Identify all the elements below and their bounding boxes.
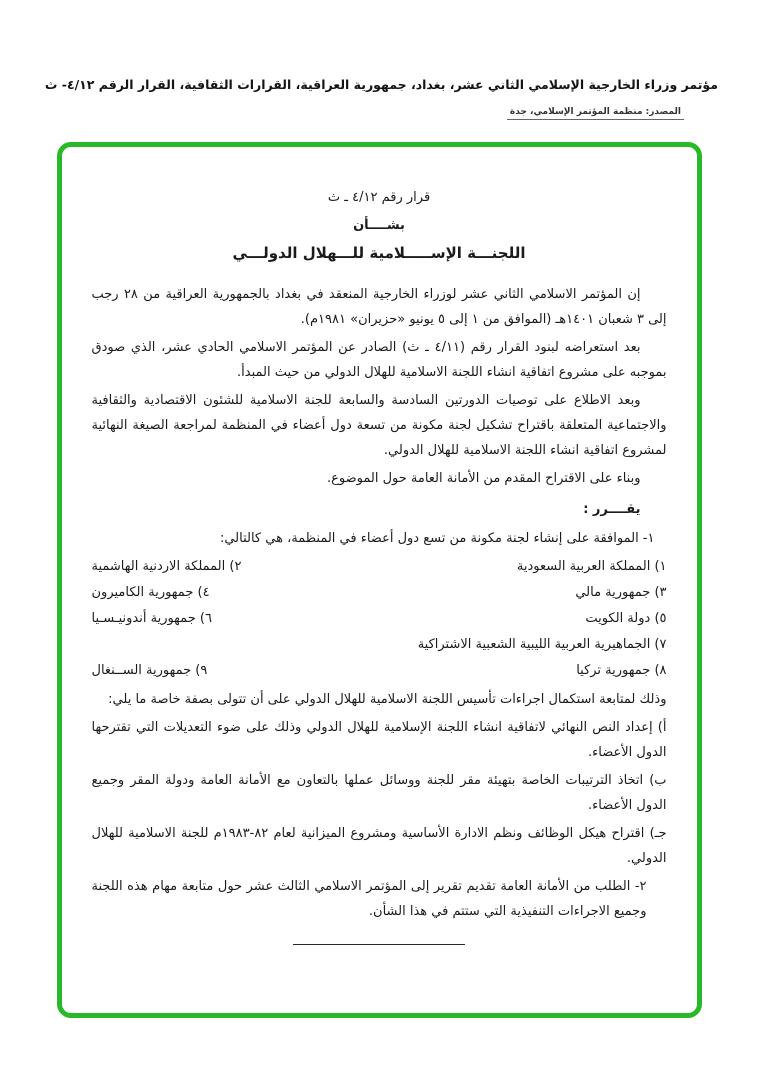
preamble-paragraph-2: بعد استعراضه لبنود القرار رقم (٤/١١ ـ ث) الصادر عن المؤتمر الاسلامي الحادي عشر، الذي صودق بموجبه على مشروع اتفاقية انشاء اللجنة الاسلامية للهلال الدولي من حيث المبدأ. bbox=[91, 340, 667, 380]
member-state-4: ٤) جمهورية الكاميرون bbox=[91, 585, 210, 600]
header-source-row bbox=[40, 99, 718, 120]
item1-purpose: وذلك لمتابعة استكمال اجراءات تأسيس اللجنة الاسلامية للهلال الدولي على أن تتولى بصفة خاصة ما يلي: bbox=[108, 692, 667, 707]
resolution-number: قرار رقم ٤/١٢ ـ ث bbox=[327, 190, 431, 205]
end-divider bbox=[293, 944, 465, 945]
preamble-paragraph-4: وبناء على الاقتراح المقدم من الأمانة العامة حول الموضوع. bbox=[326, 471, 641, 486]
item1-intro: ١- الموافقة على إنشاء لجنة مكونة من تسع دول أعضاء في المنظمة، هي كالتالي: bbox=[219, 531, 655, 546]
member-state-1: ١) المملكة العربية السعودية bbox=[516, 559, 667, 574]
subitem-c: جـ) اقتراح هيكل الوظائف ونظم الادارة الأساسية ومشروع الميزانية لعام ٨٢-١٩٨٣م للجنة الاسلامية للهلال الدولي. bbox=[91, 826, 667, 866]
member-state-5: ٥) دولة الكويت bbox=[585, 611, 667, 626]
subitem-b: ب) اتخاذ الترتيبات الخاصة بتهيئة مقر للجنة ووسائل عملها بالتعاون مع الأمانة العامة ودولة المقر وجميع الدول الأعضاء. bbox=[91, 773, 667, 813]
preamble-paragraph-1: إن المؤتمر الاسلامي الثاني عشر لوزراء الخارجية المنعقد في بغداد بالجمهورية العراقية من ٢٨ رجب إلى ٣ شعبان ١٤٠١هـ (الموافق من ١ إلى ٥ يونيو «حزيران» ١٩٨١م). bbox=[91, 287, 667, 327]
member-state-7: ٧) الجماهيرية العربية الليبية الشعبية الاشتراكية bbox=[417, 637, 667, 652]
resolution-regarding: بشــــأن bbox=[353, 218, 405, 233]
subitem-a: أ) إعداد النص النهائي لاتفاقية انشاء اللجنة الإسلامية للهلال الدولي وذلك على ضوء التعديلات التي تقترحها الدول الأعضاء. bbox=[91, 720, 667, 760]
resolution-frame bbox=[57, 142, 702, 1018]
member-state-3: ٣) جمهورية مالي bbox=[575, 585, 667, 600]
member-states-list bbox=[92, 554, 667, 684]
document-header bbox=[0, 0, 758, 120]
member-state-8: ٨) جمهورية تركيا bbox=[576, 663, 667, 678]
member-state-6: ٦) جمهورية أندونيـسـيا bbox=[91, 611, 212, 626]
header-source: المصدر: منظمة المؤتمر الإسلامي، جدة bbox=[507, 107, 684, 120]
member-state-2: ٢) المملكة الاردنية الهاشمية bbox=[91, 559, 242, 574]
preamble-paragraph-3: وبعد الاطلاع على توصيات الدورتين السادسة والسابعة للجنة الاسلامية للشئون الاقتصادية والثقافية والاجتماعية المتعلقة باقتراح تشكيل لجنة مكونة من تسعة دول أعضاء في المنظمة لمراجعة الصيغة النهائية لمشروع اتفاقية انشاء اللجنة الاسلامية للهلال الدولي. bbox=[91, 393, 667, 458]
resolution-subject-title: اللجنـــة الإســـــلامية للـــهلال الدولـــي bbox=[232, 244, 526, 262]
member-state-9: ٩) جمهورية الســنغال bbox=[91, 663, 208, 678]
resolution-body bbox=[92, 185, 667, 945]
decides-heading: يقــــرر : bbox=[583, 502, 641, 517]
item2-paragraph: ٢- الطلب من الأمانة العامة تقديم تقرير إلى المؤتمر الاسلامي الثالث عشر حول متابعة مهام هذه اللجنة وجميع الاجراءات التنفيذية التي ستتم في هذا الشأن. bbox=[91, 879, 647, 919]
resolution-title-block bbox=[92, 185, 667, 266]
header-title: مؤتمر وزراء الخارجية الإسلامي الثاني عشر، بغداد، جمهورية العراقية، القرارات الثقافية، القرار الرقم ٤/١٢- ث bbox=[44, 77, 718, 92]
